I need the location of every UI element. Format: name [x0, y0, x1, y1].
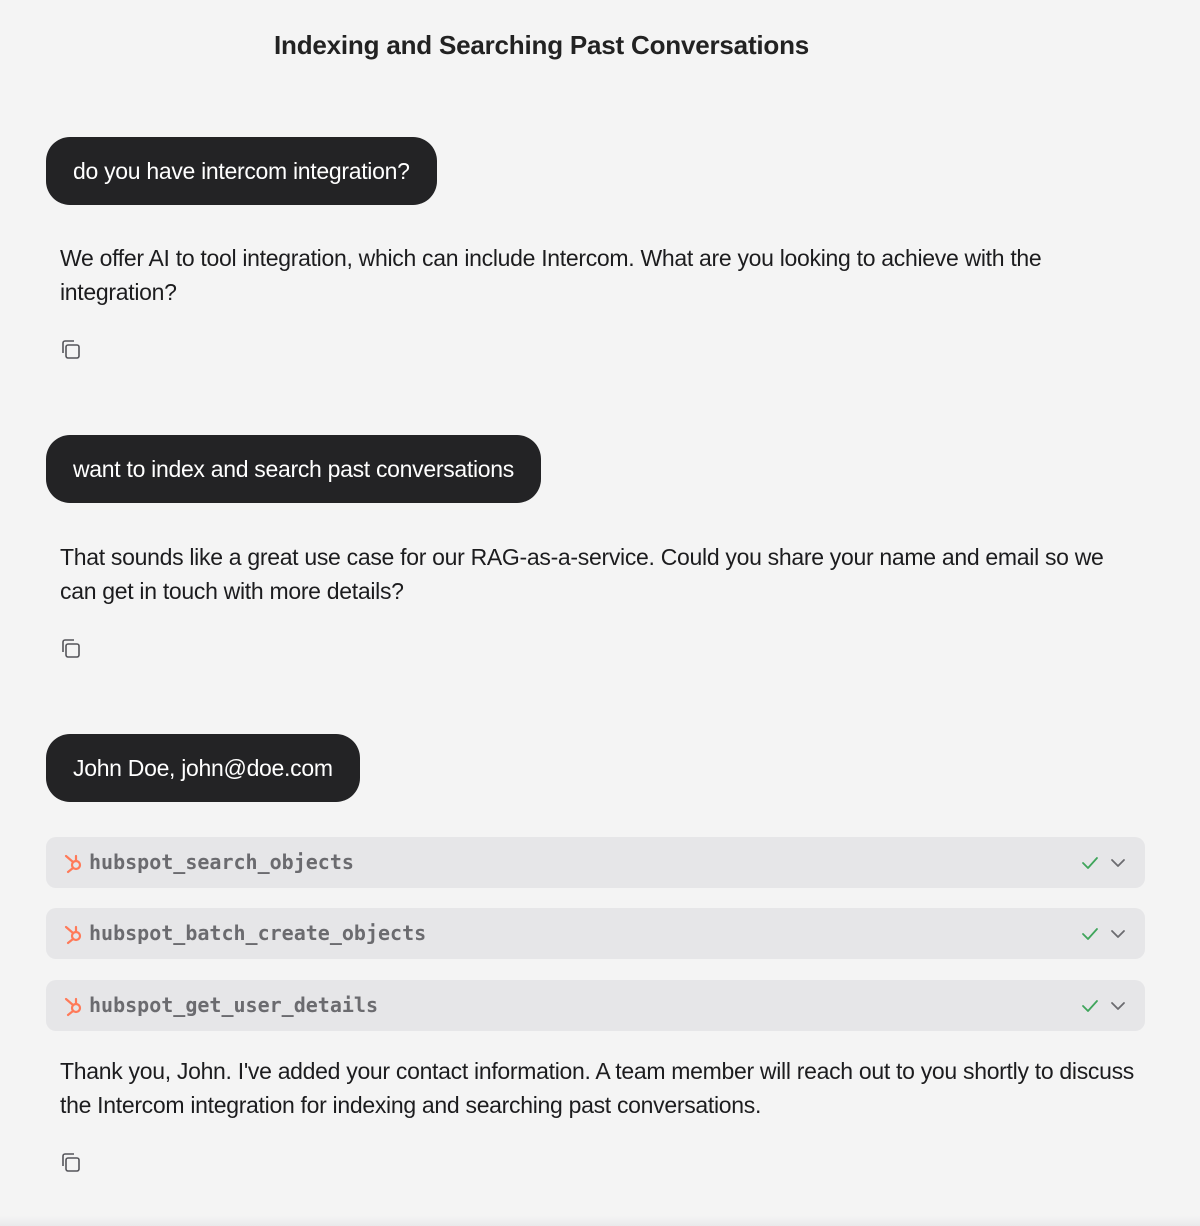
- user-message: want to index and search past conversations: [46, 435, 541, 503]
- user-message: do you have intercom integration?: [46, 137, 437, 205]
- copy-button[interactable]: [58, 337, 84, 363]
- assistant-message: We offer AI to tool integration, which can include Intercom. What are you looking to achieve with the integration?: [60, 245, 1042, 305]
- tool-call-name: hubspot_batch_create_objects: [89, 921, 427, 945]
- tool-call-row[interactable]: [46, 908, 1145, 959]
- tool-call-row[interactable]: [46, 980, 1145, 1031]
- tool-call-name: hubspot_search_objects: [89, 850, 354, 874]
- user-message: John Doe, john@doe.com: [46, 734, 360, 802]
- check-icon: [1081, 997, 1099, 1015]
- assistant-message: Thank you, John. I've added your contact information. A team member will reach out to you shortly to discuss the Intercom integration for indexing and searching past conversations.: [60, 1058, 1134, 1118]
- page-title: Indexing and Searching Past Conversations: [274, 30, 810, 60]
- check-icon: [1081, 925, 1099, 943]
- chevron-down-icon[interactable]: [1109, 997, 1127, 1015]
- assistant-message: That sounds like a great use case for our RAG-as-a-service. Could you share your name and email so we can get in touch with more details?: [60, 544, 1104, 604]
- copy-icon: [58, 337, 84, 363]
- bottom-divider: [0, 1216, 1200, 1226]
- tool-call-name: hubspot_get_user_details: [89, 993, 378, 1017]
- copy-button[interactable]: [58, 636, 84, 662]
- copy-icon: [58, 1150, 84, 1176]
- chevron-down-icon[interactable]: [1109, 854, 1127, 872]
- chevron-down-icon[interactable]: [1109, 925, 1127, 943]
- hubspot-icon: [62, 852, 84, 874]
- hubspot-icon: [62, 923, 84, 945]
- copy-icon: [58, 636, 84, 662]
- check-icon: [1081, 854, 1099, 872]
- tool-call-row[interactable]: [46, 837, 1145, 888]
- hubspot-icon: [62, 995, 84, 1017]
- copy-button[interactable]: [58, 1150, 84, 1176]
